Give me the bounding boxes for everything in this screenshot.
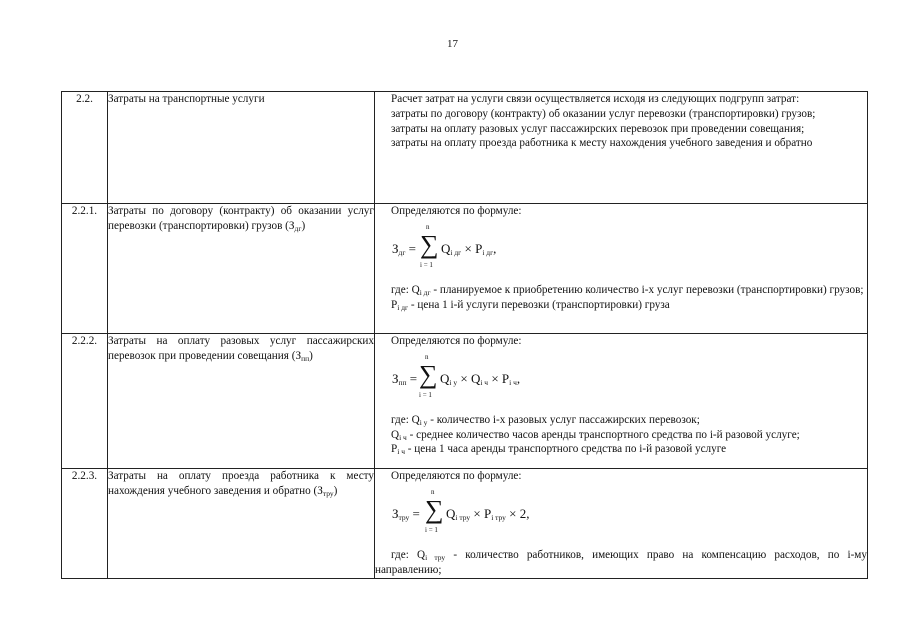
row-title [108, 204, 375, 334]
formula-legend: $Q_{i ч}$ - среднее количество часов аренды транспортного средства по i-й разовой услуге; [391, 428, 800, 442]
sum-upper-limit: n [425, 352, 429, 361]
formula-rhs: $Q_{i тру} \times P_{i тру} \times 2$, [446, 505, 530, 522]
row-title-end: ) [309, 349, 313, 362]
description-item: затраты на оплату разовых услуг пассажирских перевозок при проведении совещания; [391, 122, 805, 135]
row-number: 2.2. [62, 92, 108, 204]
row-title-text: Затраты на оплату проезда работника к месту нахождения учебного заведения и обратно (З [108, 470, 374, 497]
table-row [62, 469, 868, 579]
formula-legend: где: $Q_{i тру}$ - количество работников, имеющих право на компенсацию расходов, по i-му направлению; [375, 548, 867, 576]
row-description [375, 469, 868, 579]
row-title-subscript: тру [322, 488, 334, 498]
row-title-subscript: пп [301, 353, 310, 363]
formula-lhs: $З_{пп}$ = [392, 370, 418, 387]
formula [375, 349, 867, 413]
formula-intro: Определяются по формуле: [391, 470, 522, 482]
row-title [108, 334, 375, 469]
formula-legend: где: $Q_{i у}$ - количество i-х разовых услуг пассажирских перевозок; [391, 413, 700, 427]
sum-lower-limit: i = 1 [425, 525, 438, 534]
formula [375, 484, 867, 548]
formula [375, 219, 867, 283]
row-description [375, 204, 868, 334]
description-item: затраты по договору (контракту) об оказании услуг перевозки (транспортировки) грузов; [391, 107, 816, 120]
row-number: 2.2.1. [62, 204, 108, 334]
sum-sign-icon: ∑ [419, 359, 438, 389]
row-number: 2.2.3. [62, 469, 108, 579]
row-title-subscript: дг [294, 223, 302, 233]
formula-legend: $P_{i ч}$ - цена 1 часа аренды транспортного средства по i-й разовой услуге [391, 443, 727, 457]
sum-sign-icon: ∑ [420, 229, 439, 259]
sum-lower-limit: i = 1 [419, 390, 432, 399]
table-row [62, 92, 868, 204]
row-description [375, 92, 868, 204]
row-number: 2.2.2. [62, 334, 108, 469]
row-description [375, 334, 868, 469]
row-title [108, 469, 375, 579]
sum-sign-icon: ∑ [425, 494, 444, 524]
table-row [62, 334, 868, 469]
table-row [62, 204, 868, 334]
formula-lhs: $З_{дг}$ = [392, 240, 417, 257]
page-number: 17 [447, 38, 458, 50]
formula-rhs: $Q_{i у} \times Q_{i ч} \times P_{i ч}$, [440, 370, 521, 387]
row-title: Затраты на транспортные услуги [108, 92, 375, 204]
row-title-text: Затраты по договору (контракту) об оказании услуг перевозки (транспортировки) грузов (З [108, 205, 374, 232]
sum-lower-limit: i = 1 [420, 260, 433, 269]
row-title-end: ) [333, 484, 338, 497]
formula-intro: Определяются по формуле: [391, 335, 522, 347]
row-title-text: Затраты на оплату разовых услуг пассажирских перевозок при проведении совещания (З [108, 335, 374, 362]
row-title-end: ) [301, 219, 306, 232]
formula-rhs: $Q_{i дг} \times P_{i дг}$, [441, 240, 497, 257]
formula-lhs: $З_{тру}$ = [392, 505, 420, 522]
formula-legend: где: $Q_{i дг}$ - планируемое к приобретению количество i-х услуг перевозки (транспортировки) грузов; [391, 283, 864, 297]
sum-upper-limit: n [426, 222, 430, 231]
formula-legend: $P_{i дг}$ - цена 1 i-й услуги перевозки (транспортировки) груза [391, 298, 670, 312]
description-item: затраты на оплату проезда работника к месту нахождения учебного заведения и обратно [391, 137, 813, 150]
formula-intro: Определяются по формуле: [391, 205, 522, 217]
description-intro: Расчет затрат на услуги связи осуществляется исходя из следующих подгрупп затрат: [391, 93, 800, 105]
cost-table [61, 91, 868, 579]
sum-upper-limit: n [431, 487, 435, 496]
